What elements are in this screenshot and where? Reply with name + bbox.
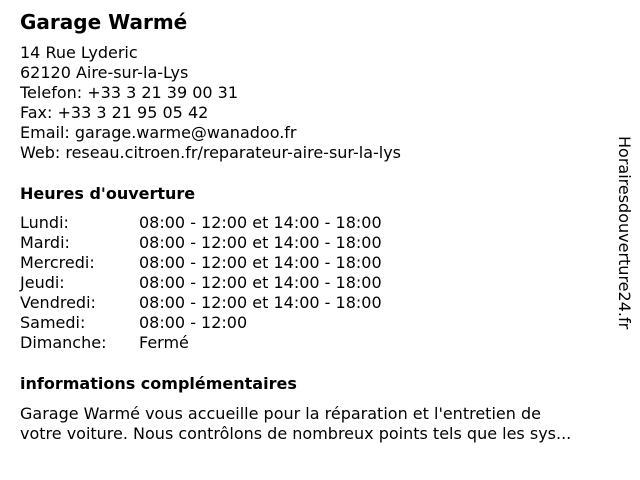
info-heading: informations complémentaires (20, 374, 297, 393)
info-line: votre voiture. Nous contrôlons de nombreux points tels que les sys... (20, 424, 572, 443)
email-address: Email: garage.warme@wanadoo.fr (20, 123, 297, 142)
time-value: 08:00 - 12:00 (139, 313, 248, 332)
day-label: Samedi: (20, 313, 86, 332)
day-label: Vendredi: (20, 293, 96, 312)
contact-block (20, 43, 401, 163)
time-value: 08:00 - 12:00 et 14:00 - 18:00 (139, 233, 382, 252)
business-name: Garage Warmé (20, 10, 188, 34)
time-value: 08:00 - 12:00 et 14:00 - 18:00 (139, 213, 382, 232)
website: Web: reseau.citroen.fr/reparateur-aire-sur-la-lys (20, 143, 402, 162)
day-label: Mercredi: (20, 253, 95, 272)
time-value: Fermé (139, 333, 189, 352)
time-value: 08:00 - 12:00 et 14:00 - 18:00 (139, 273, 382, 292)
phone-number: Telefon: +33 3 21 39 00 31 (20, 83, 239, 102)
city-postcode: 62120 Aire-sur-la-Lys (20, 63, 189, 82)
hours-heading: Heures d'ouverture (20, 184, 196, 203)
day-label: Dimanche: (20, 333, 107, 352)
time-value: 08:00 - 12:00 et 14:00 - 18:00 (139, 253, 382, 272)
time-value: 08:00 - 12:00 et 14:00 - 18:00 (139, 293, 382, 312)
day-label: Lundi: (20, 213, 69, 232)
site-watermark: Horairesdouverture24.fr (615, 136, 634, 330)
info-line: Garage Warmé vous accueille pour la réparation et l'entretien de (20, 404, 541, 423)
day-label: Jeudi: (20, 273, 65, 292)
street-address: 14 Rue Lyderic (20, 43, 138, 62)
fax-number: Fax: +33 3 21 95 05 42 (20, 103, 209, 122)
day-label: Mardi: (20, 233, 70, 252)
info-description (20, 404, 630, 444)
